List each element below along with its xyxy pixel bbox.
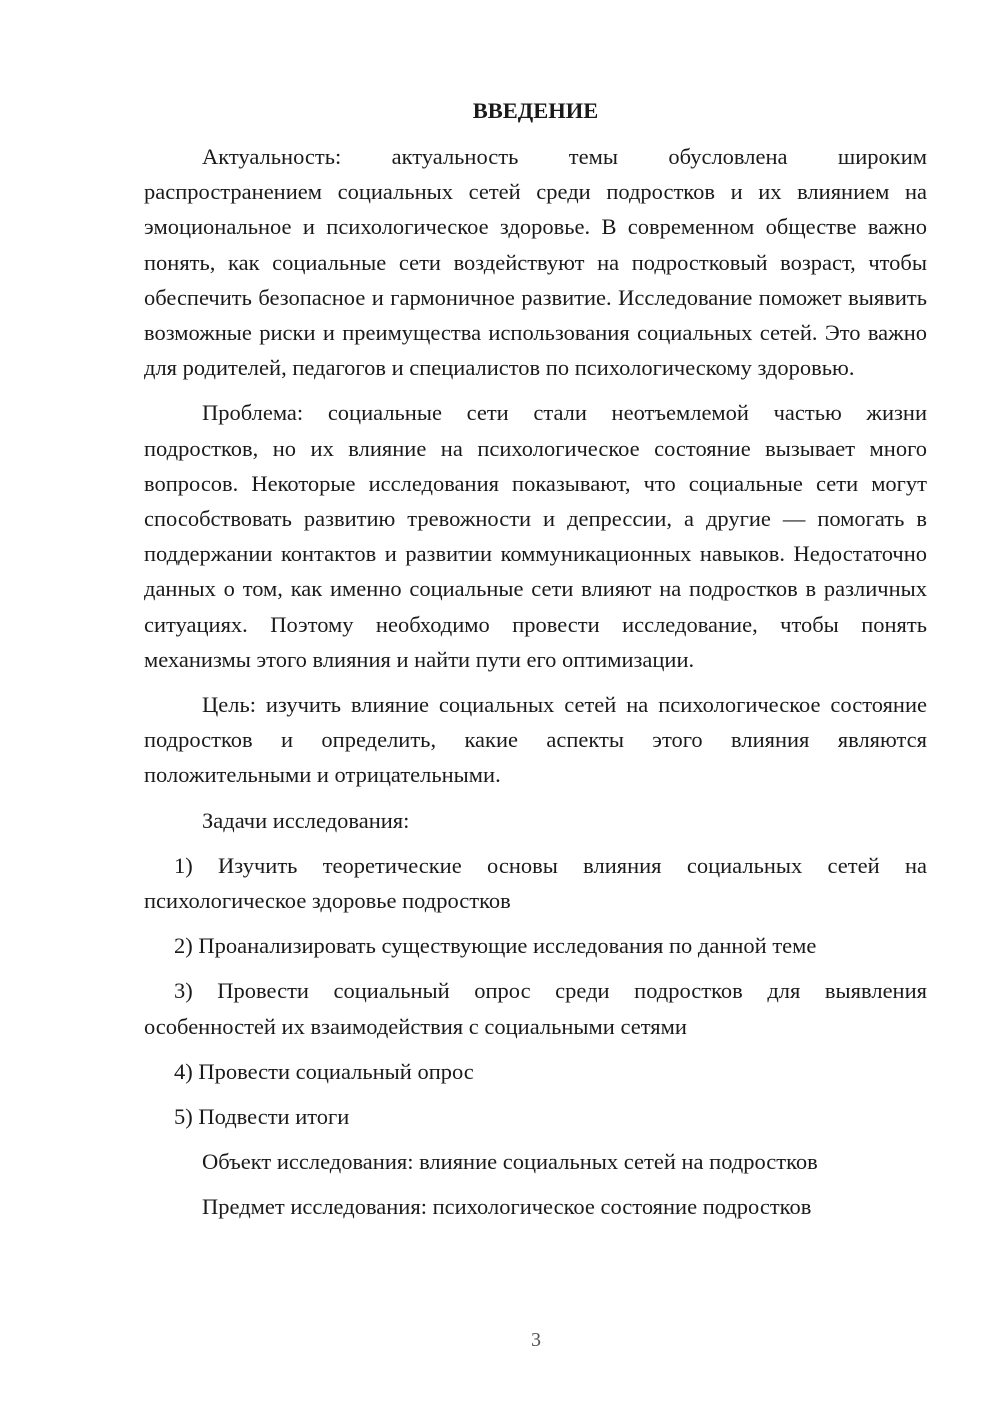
page-number: 3	[531, 1329, 541, 1351]
paragraph-problem: Проблема: социальные сети стали неотъемлемой частью жизни подростков, но их влияние на психологическое состояние вызывает много вопросов. Некоторые исследования показывают, что социальные сети могут способствовать развитию тревожности и депрессии, а другие — помогать в поддержании контактов и развитии коммуникационных навыков. Недостаточно данных о том, как именно социальные сети влияют на подростков в различных ситуациях. Поэтому необходимо провести исследование, чтобы понять механизмы этого влияния и найти пути его оптимизации.	[144, 400, 927, 672]
tasks-heading: Задачи исследования:	[202, 807, 410, 833]
page-content	[144, 92, 927, 1235]
section-title: ВВЕДЕНИЕ	[472, 98, 599, 123]
task-item: 4) Провести социальный опрос	[174, 1058, 474, 1084]
task-item: 5) Подвести итоги	[174, 1104, 350, 1130]
paragraph-goal: Цель: изучить влияние социальных сетей на психологическое состояние подростков и определить, какие аспекты этого влияния являются положительными и отрицательными.	[144, 692, 927, 788]
task-item: 2) Проанализировать существующие исследования по данной теме	[174, 933, 817, 959]
research-subject: Предмет исследования: психологическое состояние подростков	[202, 1194, 812, 1220]
task-item: 1) Изучить теоретические основы влияния социальных сетей на психологическое здоровье подростков	[144, 852, 927, 914]
paragraph-relevance: Актуальность: актуальность темы обусловлена широким распространением социальных сетей среди подростков и их влиянием на эмоциональное и психологическое здоровье. В современном обществе важно понять, как социальные сети воздействуют на подростковый возраст, чтобы обеспечить безопасное и гармоничное развитие. Исследование поможет выявить возможные риски и преимущества использования социальных сетей. Это важно для родителей, педагогов и специалистов по психологическому здоровью.	[144, 144, 927, 381]
task-item: 3) Провести социальный опрос среди подростков для выявления особенностей их взаимодействия с социальными сетями	[144, 978, 927, 1039]
research-object: Объект исследования: влияние социальных сетей на подростков	[202, 1149, 818, 1175]
